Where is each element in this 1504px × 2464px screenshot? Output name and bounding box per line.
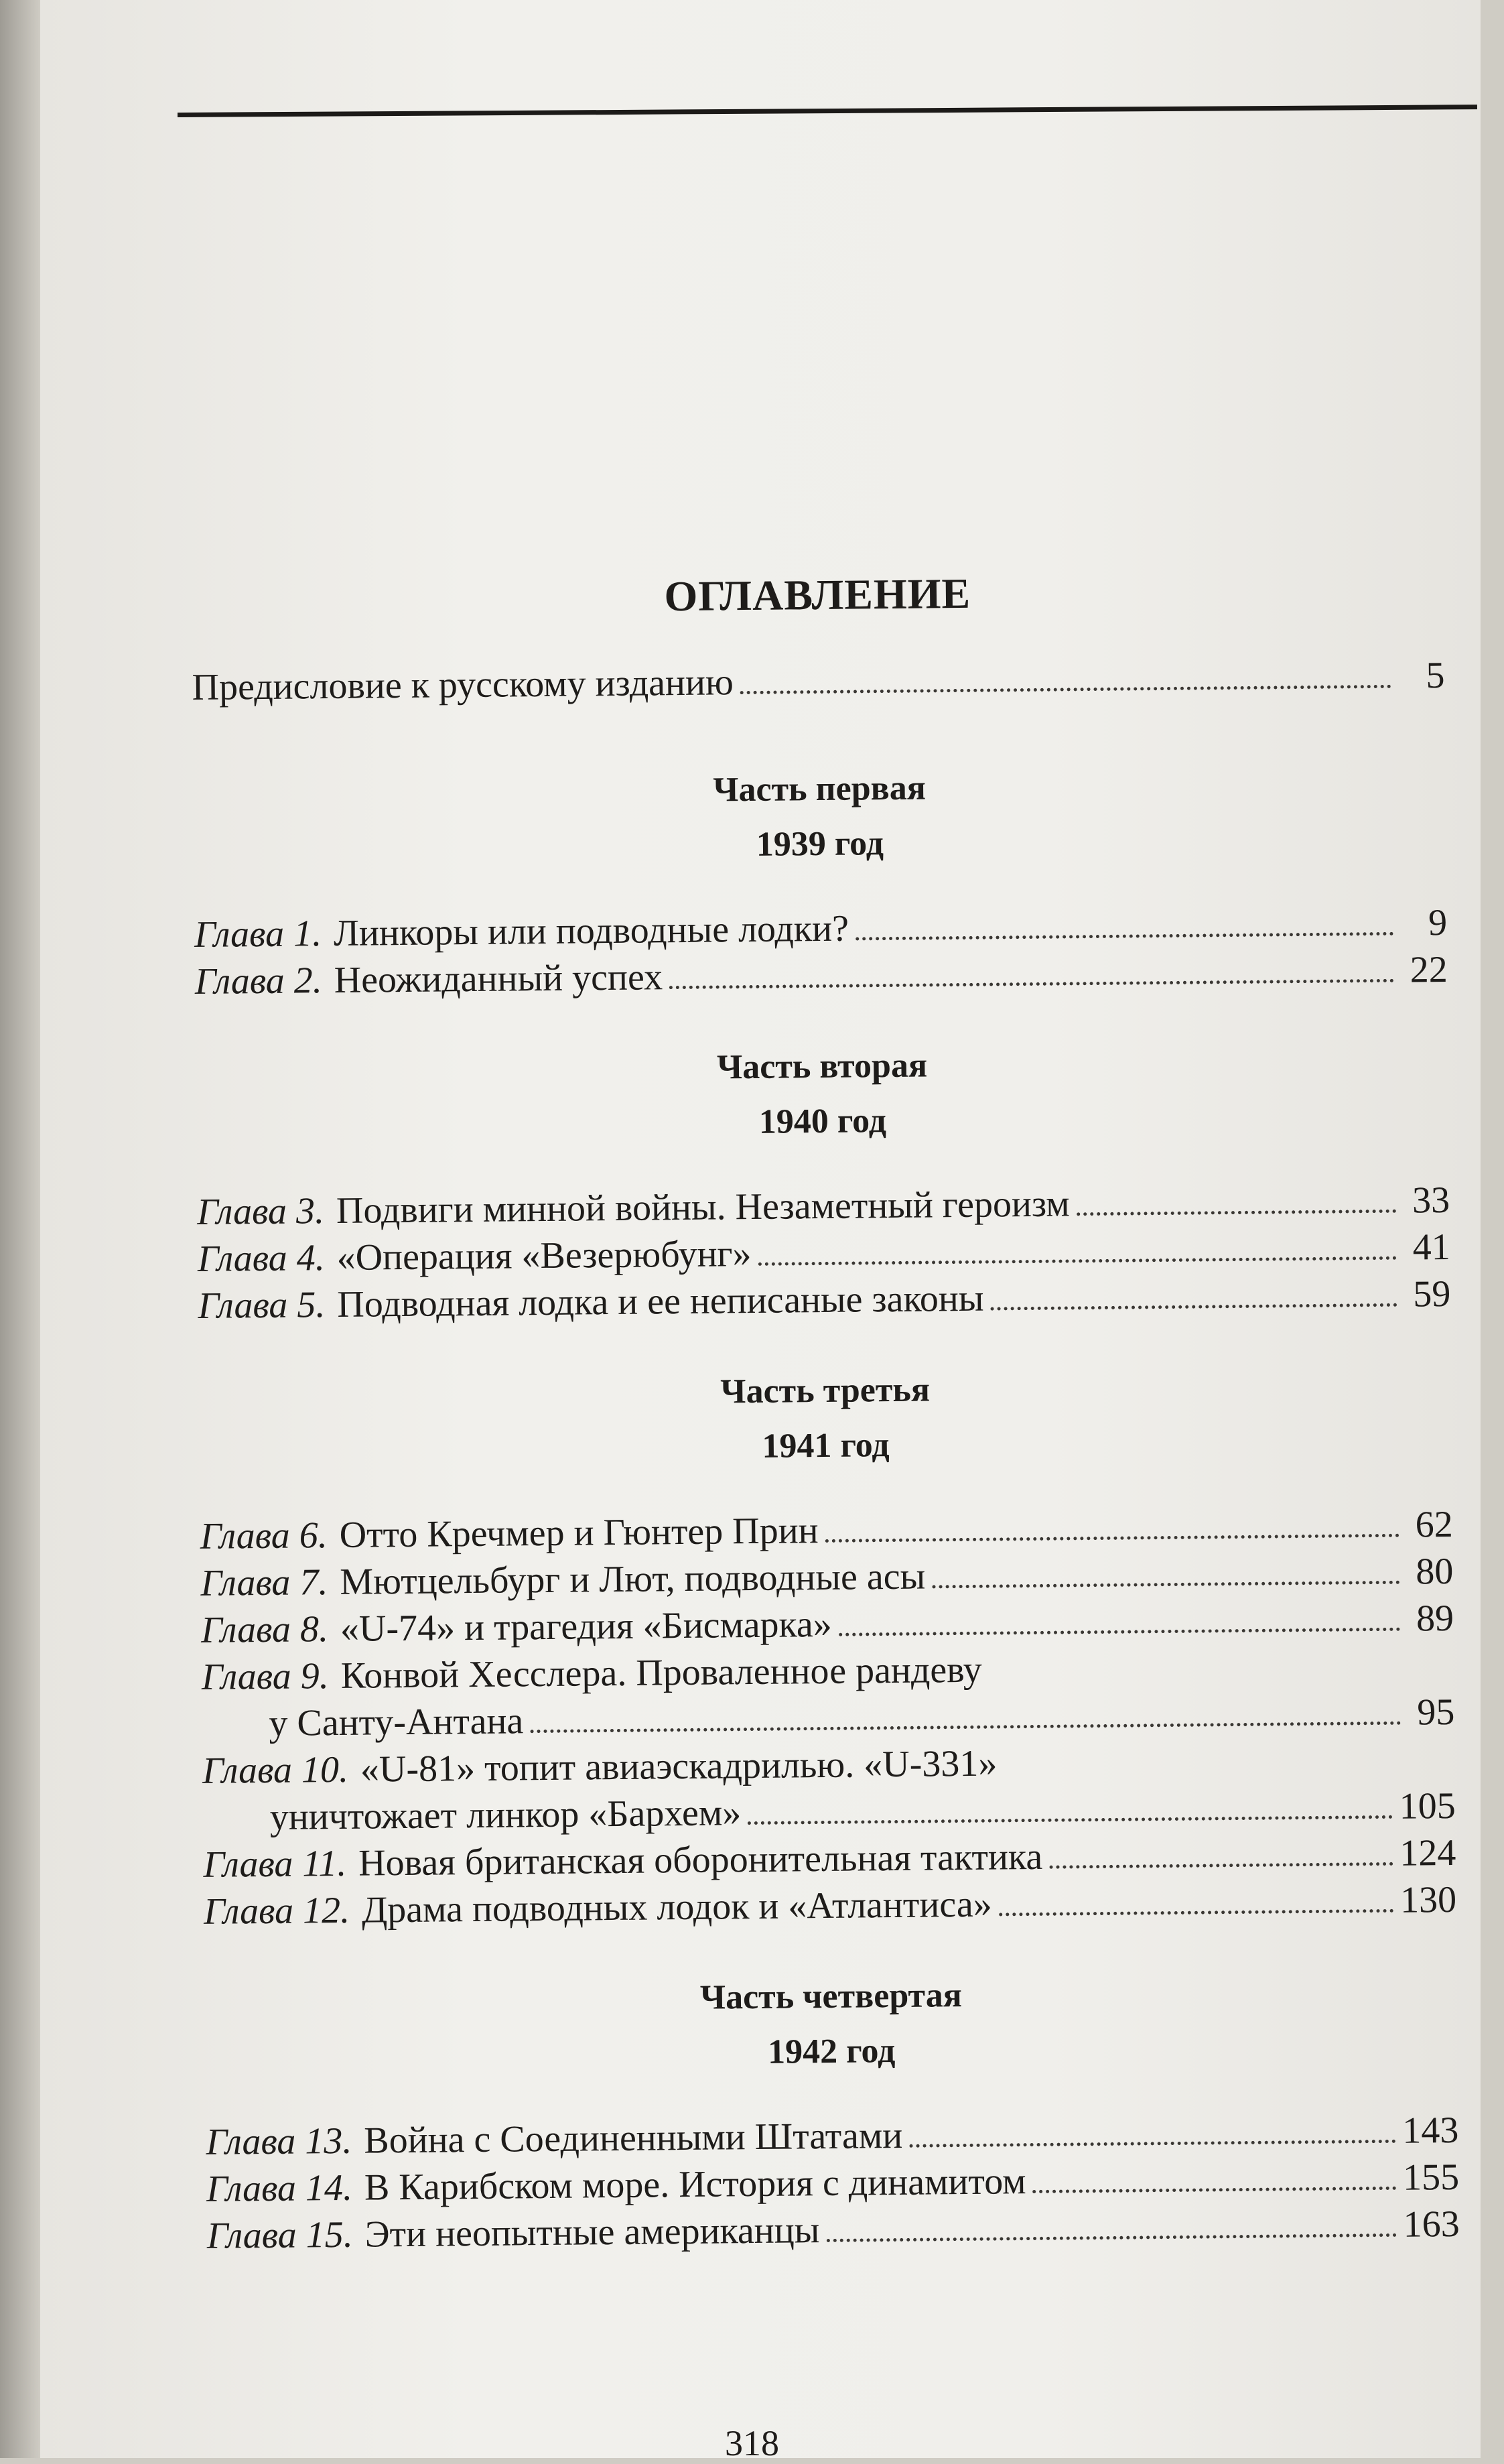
chapter-number: Глава 10.	[202, 1748, 349, 1792]
chapter-title-continued: у Санту-Антана	[269, 1700, 524, 1744]
part-year: 1942 год	[767, 2032, 896, 2071]
chapter-page: 22	[1410, 949, 1448, 991]
chapter-title: Новая британская оборонительная тактика	[358, 1835, 1043, 1884]
preface-entry	[192, 654, 1445, 728]
chapter-title: Драма подводных лодок и «Атлантиса»	[361, 1883, 992, 1931]
chapter-title: Линкоры или подводные лодки?	[333, 907, 849, 954]
leader-dots	[991, 1303, 1397, 1311]
chapter-number: Глава 11.	[203, 1842, 347, 1886]
leader-dots	[839, 1628, 1400, 1636]
part-name: Часть третья	[720, 1370, 931, 1411]
chapter-title: Война с Соединенными Штатами	[364, 2114, 903, 2162]
chapter-number: Глава 7.	[200, 1561, 328, 1604]
part-name: Часть вторая	[716, 1046, 928, 1087]
chapter-page: 95	[1417, 1691, 1455, 1734]
chapter-page: 89	[1416, 1597, 1454, 1640]
part-year: 1939 год	[756, 824, 884, 864]
leader-dots	[530, 1722, 1401, 1733]
chapter-entry	[201, 1642, 1454, 1748]
chapter-number: Глава 14.	[206, 2166, 353, 2210]
top-rule	[178, 105, 1477, 117]
chapter-page: 130	[1399, 1878, 1457, 1921]
chapter-title: «U-74» и трагедия «Бисмарка»	[340, 1603, 833, 1650]
chapter-title: «U-81» топит авиаэскадрилью. «U-331»	[360, 1742, 998, 1791]
chapter-number: Глава 12.	[203, 1889, 350, 1933]
part-name: Часть четвертая	[699, 1976, 963, 2017]
chapter-number: Глава 5.	[198, 1284, 326, 1327]
chapter-page: 155	[1402, 2156, 1460, 2199]
leader-dots	[1033, 2187, 1397, 2193]
leader-dots	[999, 1909, 1393, 1917]
table-of-contents	[191, 564, 1460, 2260]
chapter-title: Подвиги минной войны. Незаметный героизм	[336, 1183, 1070, 1232]
part-heading	[196, 1033, 1449, 1155]
chapter-page: 143	[1402, 2109, 1459, 2152]
part-year: 1941 год	[762, 1426, 890, 1466]
leader-dots	[758, 1256, 1397, 1266]
chapter-number: Глава 1.	[194, 913, 322, 956]
leader-dots	[932, 1581, 1399, 1589]
leader-dots	[1049, 1862, 1393, 1869]
page-number: 318	[725, 2423, 779, 2463]
chapter-title-continued: уничтожает линкор «Бархем»	[269, 1792, 742, 1838]
leader-dots	[826, 2233, 1396, 2242]
part-year: 1940 год	[758, 1102, 887, 1141]
preface-page: 5	[1426, 655, 1445, 697]
leader-dots	[909, 2140, 1395, 2148]
chapter-title: Конвой Хесслера. Проваленное рандеву	[340, 1648, 983, 1697]
leader-dots	[740, 685, 1391, 694]
chapter-title: Мютцельбург и Лют, подводные асы	[340, 1555, 926, 1603]
chapter-page: 33	[1412, 1179, 1450, 1222]
leader-dots	[1077, 1210, 1396, 1216]
chapter-page: 124	[1399, 1831, 1456, 1874]
preface-label: Предисловие к русскому изданию	[192, 661, 734, 708]
chapter-entry	[202, 1736, 1456, 1841]
page-gutter-shadow	[0, 0, 40, 2458]
part-heading	[204, 1963, 1458, 2085]
chapter-page: 59	[1413, 1273, 1451, 1315]
chapter-number: Глава 6.	[200, 1514, 328, 1557]
chapter-number: Глава 4.	[197, 1237, 325, 1280]
chapter-number: Глава 2.	[194, 960, 323, 1002]
chapter-page: 105	[1399, 1785, 1456, 1827]
chapter-title: Эти неопытные американцы	[364, 2209, 820, 2256]
chapter-title: Отто Кречмер и Гюнтер Прин	[339, 1510, 819, 1556]
chapter-page: 41	[1412, 1226, 1450, 1269]
chapter-title: Подводная лодка и ее неписаные законы	[337, 1277, 984, 1325]
parts-list	[193, 756, 1460, 2260]
leader-dots	[748, 1815, 1393, 1825]
leader-dots	[856, 932, 1393, 941]
chapter-number: Глава 3.	[196, 1190, 325, 1233]
chapter-number: Глава 13.	[206, 2120, 352, 2163]
chapter-page: 163	[1403, 2203, 1460, 2246]
chapter-title: «Операция «Везерюбунг»	[336, 1233, 752, 1279]
toc-title: ОГЛАВЛЕНИЕ	[664, 569, 971, 621]
part-heading	[198, 1358, 1452, 1480]
chapter-number: Глава 9.	[201, 1655, 329, 1698]
chapter-title: Неожиданный успех	[334, 956, 663, 1001]
chapter-page: 62	[1415, 1503, 1453, 1546]
leader-dots	[825, 1534, 1399, 1543]
part-name: Часть первая	[713, 769, 927, 809]
chapter-page: 80	[1416, 1550, 1454, 1593]
chapter-title: В Карибском море. История с динамитом	[364, 2160, 1026, 2209]
chapter-page: 9	[1428, 902, 1448, 944]
chapter-number: Глава 15.	[206, 2213, 353, 2257]
leader-dots	[669, 979, 1394, 989]
chapter-number: Глава 8.	[200, 1608, 329, 1651]
part-heading	[193, 756, 1446, 878]
